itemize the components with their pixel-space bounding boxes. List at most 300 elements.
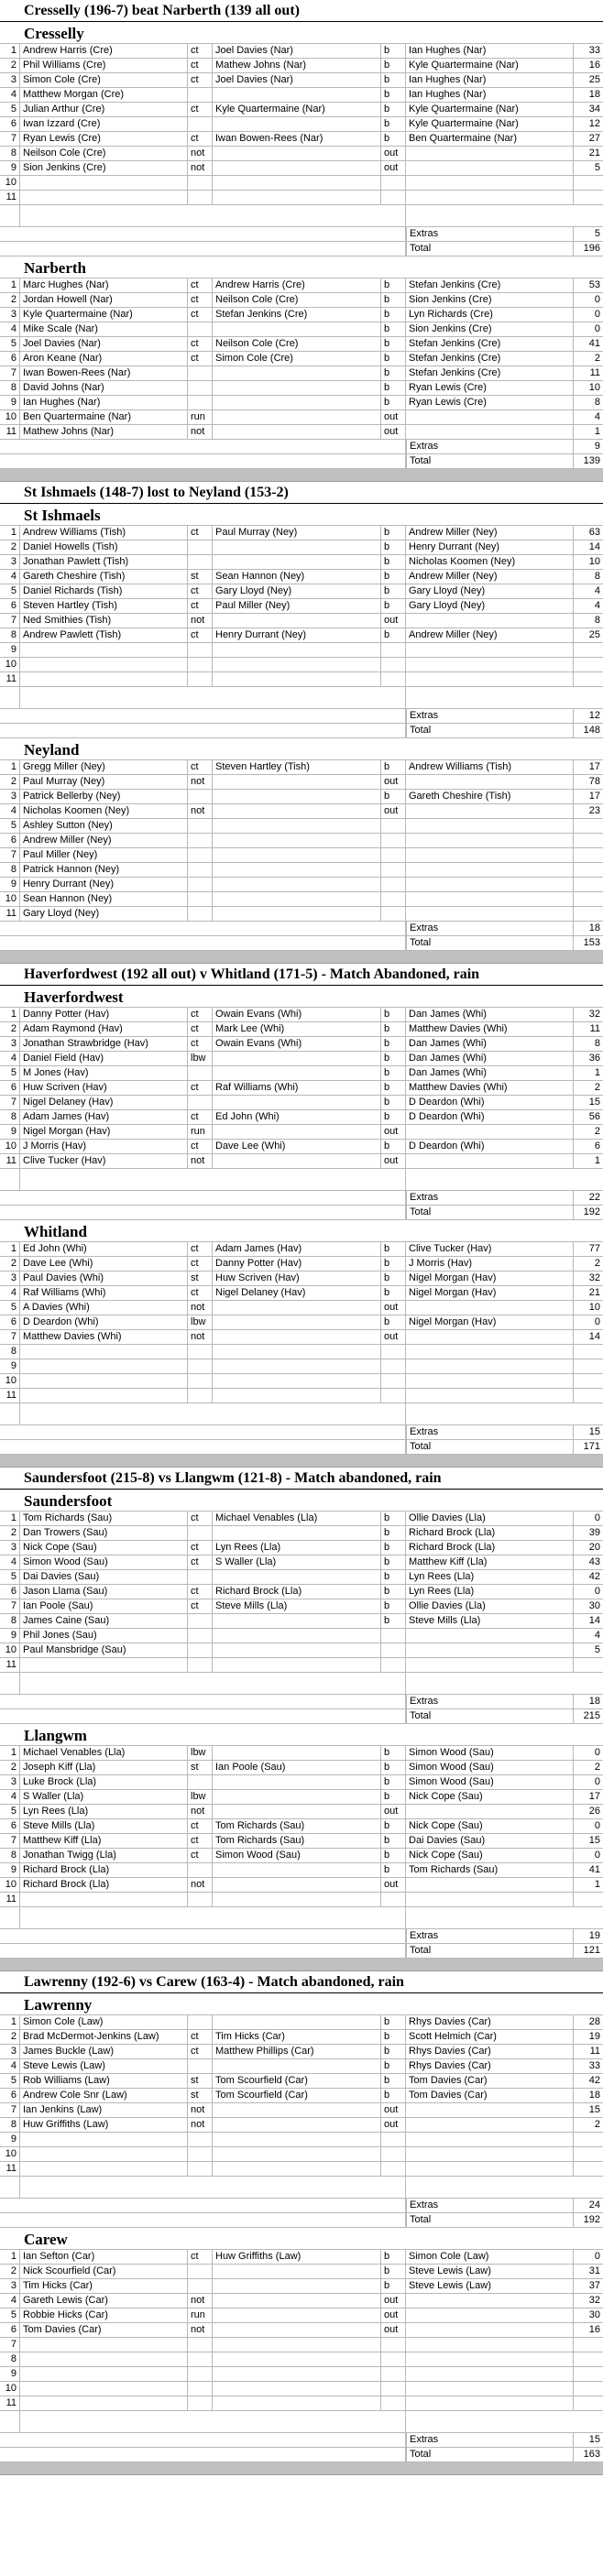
batsman-name[interactable]: Dave Lee (Whi) [20, 1257, 188, 1271]
bowler-name[interactable] [406, 2118, 574, 2132]
dismissal-type[interactable]: ct [188, 59, 213, 72]
runs-scored[interactable]: 33 [588, 2060, 600, 2071]
batsman-name[interactable] [20, 191, 188, 204]
fielder-name[interactable] [213, 2147, 381, 2161]
bowler-name[interactable] [406, 161, 574, 175]
runs-scored[interactable]: 33 [588, 45, 600, 56]
batting-position[interactable]: 9 [0, 161, 20, 175]
dismissal-type[interactable]: ct [188, 44, 213, 58]
batting-position[interactable]: 4 [0, 88, 20, 102]
blank-cell[interactable] [20, 2213, 406, 2227]
bowler-name[interactable] [406, 2382, 574, 2396]
dismissal-type[interactable]: st [188, 2074, 213, 2088]
bowled-marker[interactable]: out [381, 1805, 406, 1818]
batting-position[interactable]: 10 [0, 658, 20, 671]
batsman-name[interactable] [20, 2147, 188, 2161]
runs-scored[interactable]: 0 [594, 1820, 600, 1831]
runs-scored[interactable]: 2 [594, 1126, 600, 1137]
fielder-name[interactable] [213, 1746, 381, 1760]
batting-position[interactable]: 10 [0, 1643, 20, 1657]
dismissal-type[interactable] [188, 2338, 213, 2352]
fielder-name[interactable] [213, 1643, 381, 1657]
fielder-name[interactable] [213, 1345, 381, 1359]
fielder-name[interactable]: Dave Lee (Whi) [213, 1140, 381, 1153]
fielder-name[interactable]: Steven Hartley (Tish) [213, 760, 381, 774]
runs-scored[interactable]: 11 [589, 2046, 600, 2057]
total-value[interactable]: 171 [583, 1441, 600, 1452]
runs-scored[interactable]: 0 [594, 294, 600, 305]
bowler-name[interactable]: Rhys Davies (Car) [406, 2015, 574, 2029]
dismissal-type[interactable]: ct [188, 1599, 213, 1613]
bowler-name[interactable] [406, 2309, 574, 2322]
batsman-name[interactable]: Nicholas Koomen (Ney) [20, 804, 188, 818]
fielder-name[interactable]: Steve Mills (Lla) [213, 1599, 381, 1613]
batsman-name[interactable]: Kyle Quartermaine (Nar) [20, 308, 188, 322]
batsman-name[interactable]: Huw Scriven (Hav) [20, 1081, 188, 1095]
bowler-name[interactable] [406, 1878, 574, 1892]
bowler-name[interactable]: Tom Richards (Sau) [406, 1863, 574, 1877]
runs-scored[interactable]: 21 [588, 1287, 600, 1298]
bowler-name[interactable]: Simon Wood (Sau) [406, 1761, 574, 1774]
bowler-name[interactable]: Ian Hughes (Nar) [406, 73, 574, 87]
fielder-name[interactable] [213, 2103, 381, 2117]
fielder-name[interactable] [213, 366, 381, 380]
bowled-marker[interactable]: b [381, 1081, 406, 1095]
runs-scored[interactable]: 0 [594, 1850, 600, 1861]
bowled-marker[interactable]: b [381, 293, 406, 307]
bowler-name[interactable]: Ian Hughes (Nar) [406, 88, 574, 102]
bowler-name[interactable]: Tom Davies (Car) [406, 2074, 574, 2088]
dismissal-type[interactable] [188, 819, 213, 833]
batsman-name[interactable] [20, 1389, 188, 1403]
runs-scored[interactable]: 14 [588, 1615, 600, 1626]
dismissal-type[interactable]: lbw [188, 1315, 213, 1329]
bowler-name[interactable] [406, 2367, 574, 2381]
batting-position[interactable]: 6 [0, 2089, 20, 2102]
fielder-name[interactable]: Owain Evans (Whi) [213, 1008, 381, 1021]
batting-position[interactable]: 4 [0, 2294, 20, 2308]
dismissal-type[interactable] [188, 322, 213, 336]
batting-position[interactable]: 7 [0, 2338, 20, 2352]
dismissal-type[interactable]: not [188, 1878, 213, 1892]
bowled-marker[interactable]: out [381, 2103, 406, 2117]
batting-position[interactable]: 10 [0, 892, 20, 906]
blank-cell[interactable] [20, 1206, 406, 1219]
runs-scored[interactable] [574, 658, 603, 671]
dismissal-type[interactable]: lbw [188, 1746, 213, 1760]
bowled-marker[interactable] [381, 1629, 406, 1643]
dismissal-type[interactable]: ct [188, 1512, 213, 1525]
batting-position[interactable]: 11 [0, 425, 20, 439]
batting-position[interactable]: 2 [0, 1526, 20, 1540]
runs-scored[interactable]: 11 [589, 1023, 600, 1034]
fielder-name[interactable] [213, 1096, 381, 1109]
batting-position[interactable]: 4 [0, 322, 20, 336]
dismissal-type[interactable]: st [188, 570, 213, 584]
runs-scored[interactable]: 43 [588, 1556, 600, 1567]
fielder-name[interactable] [213, 2265, 381, 2278]
runs-scored[interactable]: 4 [594, 1630, 600, 1641]
dismissal-type[interactable] [188, 1629, 213, 1643]
batsman-name[interactable]: Patrick Bellerby (Ney) [20, 790, 188, 803]
runs-scored[interactable]: 5 [594, 1644, 600, 1655]
batsman-name[interactable]: Sion Jenkins (Cre) [20, 161, 188, 175]
blank-cell[interactable] [0, 709, 20, 723]
bowler-name[interactable]: Lyn Richards (Cre) [406, 308, 574, 322]
batting-position[interactable]: 3 [0, 2279, 20, 2293]
bowler-name[interactable]: Nick Cope (Sau) [406, 1819, 574, 1833]
dismissal-type[interactable]: not [188, 161, 213, 175]
batsman-name[interactable]: Andrew Harris (Cre) [20, 44, 188, 58]
batting-position[interactable]: 1 [0, 2250, 20, 2264]
dismissal-type[interactable]: st [188, 2089, 213, 2102]
dismissal-type[interactable] [188, 834, 213, 847]
batting-position[interactable]: 7 [0, 1599, 20, 1613]
batsman-name[interactable]: Matthew Morgan (Cre) [20, 88, 188, 102]
runs-scored[interactable]: 4 [594, 600, 600, 611]
bowler-name[interactable] [406, 819, 574, 833]
dismissal-type[interactable] [188, 2059, 213, 2073]
dismissal-type[interactable] [188, 176, 213, 190]
runs-scored[interactable]: 18 [588, 2090, 600, 2101]
batsman-name[interactable]: Neilson Cole (Cre) [20, 147, 188, 160]
batting-position[interactable]: 1 [0, 1242, 20, 1256]
extras-value[interactable]: 22 [588, 1192, 600, 1203]
dismissal-type[interactable]: run [188, 2309, 213, 2322]
fielder-name[interactable] [213, 658, 381, 671]
batsman-name[interactable]: Tim Hicks (Car) [20, 2279, 188, 2293]
bowler-name[interactable]: Kyle Quartermaine (Nar) [406, 59, 574, 72]
fielder-name[interactable]: Stefan Jenkins (Cre) [213, 308, 381, 322]
fielder-name[interactable]: Ian Poole (Sau) [213, 1761, 381, 1774]
fielder-name[interactable] [213, 2133, 381, 2146]
runs-scored[interactable] [574, 863, 603, 877]
fielder-name[interactable]: Simon Cole (Cre) [213, 352, 381, 366]
fielder-name[interactable] [213, 1125, 381, 1139]
batting-position[interactable]: 3 [0, 73, 20, 87]
dismissal-type[interactable]: ct [188, 352, 213, 366]
blank-cell[interactable] [0, 936, 20, 950]
bowled-marker[interactable] [381, 819, 406, 833]
runs-scored[interactable]: 10 [588, 382, 600, 393]
batting-position[interactable]: 4 [0, 1052, 20, 1065]
bowler-name[interactable] [406, 1330, 574, 1344]
batsman-name[interactable] [20, 2367, 188, 2381]
batting-position[interactable]: 2 [0, 1257, 20, 1271]
total-value[interactable]: 139 [583, 455, 600, 466]
batsman-name[interactable] [20, 1893, 188, 1906]
blank-cell[interactable] [20, 709, 406, 723]
dismissal-type[interactable]: ct [188, 2030, 213, 2044]
runs-scored[interactable] [574, 2367, 603, 2381]
bowler-name[interactable] [406, 410, 574, 424]
blank-cell[interactable] [0, 1907, 20, 1928]
dismissal-type[interactable]: not [188, 2103, 213, 2117]
bowler-name[interactable]: Steve Lewis (Law) [406, 2265, 574, 2278]
bowler-name[interactable]: D Deardon (Whi) [406, 1110, 574, 1124]
fielder-name[interactable]: Gary Lloyd (Ney) [213, 584, 381, 598]
fielder-name[interactable] [213, 191, 381, 204]
dismissal-type[interactable] [188, 191, 213, 204]
bowler-name[interactable]: Andrew Williams (Tish) [406, 760, 574, 774]
dismissal-type[interactable] [188, 1570, 213, 1584]
blank-cell[interactable] [20, 2448, 406, 2461]
fielder-name[interactable] [213, 2059, 381, 2073]
bowled-marker[interactable]: b [381, 308, 406, 322]
runs-scored[interactable]: 2 [594, 1762, 600, 1773]
blank-cell[interactable] [0, 227, 20, 241]
batting-position[interactable]: 11 [0, 672, 20, 686]
fielder-name[interactable]: Michael Venables (Lla) [213, 1512, 381, 1525]
fielder-name[interactable] [213, 1154, 381, 1168]
dismissal-type[interactable] [188, 1345, 213, 1359]
fielder-name[interactable]: Lyn Rees (Lla) [213, 1541, 381, 1555]
fielder-name[interactable] [213, 1878, 381, 1892]
batting-position[interactable]: 2 [0, 2030, 20, 2044]
batting-position[interactable]: 1 [0, 44, 20, 58]
fielder-name[interactable] [213, 2367, 381, 2381]
batsman-name[interactable]: M Jones (Hav) [20, 1066, 188, 1080]
bowled-marker[interactable]: b [381, 760, 406, 774]
runs-scored[interactable]: 25 [588, 629, 600, 640]
dismissal-type[interactable]: st [188, 1272, 213, 1285]
runs-scored[interactable]: 11 [589, 367, 600, 378]
fielder-name[interactable]: Tim Hicks (Car) [213, 2030, 381, 2044]
batting-position[interactable]: 6 [0, 1315, 20, 1329]
batsman-name[interactable]: James Caine (Sau) [20, 1614, 188, 1628]
bowler-name[interactable]: Gary Lloyd (Ney) [406, 599, 574, 613]
runs-scored[interactable]: 0 [594, 309, 600, 320]
dismissal-type[interactable]: ct [188, 293, 213, 307]
batsman-name[interactable]: Ben Quartermaine (Nar) [20, 410, 188, 424]
dismissal-type[interactable]: ct [188, 1834, 213, 1848]
bowled-marker[interactable] [381, 2162, 406, 2176]
bowled-marker[interactable]: b [381, 381, 406, 395]
blank-cell[interactable] [20, 2199, 406, 2212]
bowler-name[interactable]: Matthew Davies (Whi) [406, 1022, 574, 1036]
bowler-name[interactable] [406, 863, 574, 877]
batting-position[interactable]: 10 [0, 2147, 20, 2161]
dismissal-type[interactable]: ct [188, 132, 213, 146]
bowled-marker[interactable] [381, 863, 406, 877]
batsman-name[interactable]: Mike Scale (Nar) [20, 322, 188, 336]
fielder-name[interactable] [213, 1301, 381, 1315]
bowled-marker[interactable]: b [381, 1110, 406, 1124]
bowled-marker[interactable] [381, 658, 406, 671]
blank-cell[interactable] [20, 242, 406, 256]
dismissal-type[interactable] [188, 381, 213, 395]
batting-position[interactable]: 5 [0, 819, 20, 833]
batsman-name[interactable]: Nigel Delaney (Hav) [20, 1096, 188, 1109]
dismissal-type[interactable]: ct [188, 337, 213, 351]
bowled-marker[interactable]: b [381, 1775, 406, 1789]
extras-value[interactable]: 18 [588, 922, 600, 933]
extras-value[interactable]: 15 [588, 2434, 600, 2445]
batsman-name[interactable]: D Deardon (Whi) [20, 1315, 188, 1329]
dismissal-type[interactable] [188, 1389, 213, 1403]
batsman-name[interactable]: Nick Cope (Sau) [20, 1541, 188, 1555]
bowler-name[interactable] [406, 1374, 574, 1388]
blank-cell[interactable] [0, 1944, 20, 1958]
bowler-name[interactable]: Lyn Rees (Lla) [406, 1585, 574, 1599]
dismissal-type[interactable] [188, 2162, 213, 2176]
fielder-name[interactable]: Simon Wood (Sau) [213, 1849, 381, 1862]
bowled-marker[interactable]: out [381, 1330, 406, 1344]
bowler-name[interactable] [406, 1345, 574, 1359]
dismissal-type[interactable]: not [188, 2118, 213, 2132]
bowler-name[interactable]: Ryan Lewis (Cre) [406, 381, 574, 395]
bowler-name[interactable]: Andrew Miller (Ney) [406, 526, 574, 540]
dismissal-type[interactable]: ct [188, 2045, 213, 2058]
total-value[interactable]: 153 [583, 937, 600, 948]
batting-position[interactable]: 11 [0, 1893, 20, 1906]
batting-position[interactable]: 9 [0, 2133, 20, 2146]
dismissal-type[interactable] [188, 1863, 213, 1877]
batsman-name[interactable] [20, 2352, 188, 2366]
dismissal-type[interactable]: ct [188, 1286, 213, 1300]
dismissal-type[interactable] [188, 1614, 213, 1628]
runs-scored[interactable]: 17 [588, 791, 600, 802]
dismissal-type[interactable]: ct [188, 1242, 213, 1256]
bowler-name[interactable]: Steve Mills (Lla) [406, 1614, 574, 1628]
blank-cell[interactable] [20, 2411, 406, 2432]
fielder-name[interactable]: Joel Davies (Nar) [213, 44, 381, 58]
bowled-marker[interactable] [381, 834, 406, 847]
bowled-marker[interactable]: b [381, 1526, 406, 1540]
batting-position[interactable]: 6 [0, 1585, 20, 1599]
batting-position[interactable]: 6 [0, 1819, 20, 1833]
blank-cell[interactable] [0, 454, 20, 468]
batsman-name[interactable] [20, 2338, 188, 2352]
fielder-name[interactable] [213, 1658, 381, 1672]
fielder-name[interactable]: Henry Durrant (Ney) [213, 628, 381, 642]
fielder-name[interactable] [213, 863, 381, 877]
fielder-name[interactable] [213, 1359, 381, 1373]
batsman-name[interactable]: Gareth Lewis (Car) [20, 2294, 188, 2308]
batting-position[interactable]: 10 [0, 1374, 20, 1388]
blank-cell[interactable] [20, 1929, 406, 1943]
bowled-marker[interactable] [381, 2352, 406, 2366]
bowler-name[interactable] [406, 1154, 574, 1168]
batting-position[interactable]: 9 [0, 643, 20, 657]
batting-position[interactable]: 4 [0, 804, 20, 818]
runs-scored[interactable]: 41 [588, 1864, 600, 1875]
batsman-name[interactable]: Huw Griffiths (Law) [20, 2118, 188, 2132]
dismissal-type[interactable] [188, 2396, 213, 2410]
runs-scored[interactable]: 30 [588, 2309, 600, 2320]
dismissal-type[interactable] [188, 1658, 213, 1672]
blank-cell[interactable] [0, 242, 20, 256]
bowled-marker[interactable]: b [381, 103, 406, 116]
bowler-name[interactable]: Ben Quartermaine (Nar) [406, 132, 574, 146]
blank-cell[interactable] [20, 2433, 406, 2447]
bowled-marker[interactable]: out [381, 1878, 406, 1892]
batting-position[interactable]: 1 [0, 760, 20, 774]
runs-scored[interactable] [574, 2133, 603, 2146]
batsman-name[interactable]: James Buckle (Law) [20, 2045, 188, 2058]
bowled-marker[interactable]: b [381, 322, 406, 336]
bowled-marker[interactable] [381, 2382, 406, 2396]
runs-scored[interactable] [574, 2162, 603, 2176]
extras-value[interactable]: 18 [588, 1696, 600, 1707]
fielder-name[interactable] [213, 1629, 381, 1643]
blank-cell[interactable] [0, 2433, 20, 2447]
bowled-marker[interactable]: b [381, 73, 406, 87]
batsman-name[interactable]: Daniel Richards (Tish) [20, 584, 188, 598]
fielder-name[interactable] [213, 2396, 381, 2410]
runs-scored[interactable]: 31 [588, 2265, 600, 2276]
bowler-name[interactable] [406, 2294, 574, 2308]
bowled-marker[interactable]: out [381, 1154, 406, 1168]
runs-scored[interactable]: 17 [588, 761, 600, 772]
bowled-marker[interactable]: b [381, 1286, 406, 1300]
dismissal-type[interactable] [188, 2133, 213, 2146]
bowler-name[interactable] [406, 907, 574, 921]
runs-scored[interactable]: 0 [594, 1776, 600, 1787]
batting-position[interactable]: 6 [0, 2323, 20, 2337]
fielder-name[interactable] [213, 396, 381, 409]
dismissal-type[interactable]: run [188, 1125, 213, 1139]
batting-position[interactable]: 2 [0, 775, 20, 789]
batsman-name[interactable]: Joel Davies (Nar) [20, 337, 188, 351]
bowler-name[interactable] [406, 1805, 574, 1818]
runs-scored[interactable]: 63 [588, 527, 600, 538]
fielder-name[interactable] [213, 775, 381, 789]
runs-scored[interactable] [574, 834, 603, 847]
batting-position[interactable]: 7 [0, 1330, 20, 1344]
runs-scored[interactable]: 32 [588, 1009, 600, 1020]
bowler-name[interactable] [406, 775, 574, 789]
bowled-marker[interactable]: b [381, 1022, 406, 1036]
batsman-name[interactable]: Robbie Hicks (Car) [20, 2309, 188, 2322]
batting-position[interactable]: 5 [0, 1570, 20, 1584]
fielder-name[interactable]: Paul Murray (Ney) [213, 526, 381, 540]
batting-position[interactable]: 4 [0, 1790, 20, 1804]
bowler-name[interactable] [406, 1643, 574, 1657]
blank-cell[interactable] [20, 687, 406, 708]
batsman-name[interactable]: Ryan Lewis (Cre) [20, 132, 188, 146]
batting-position[interactable]: 2 [0, 59, 20, 72]
dismissal-type[interactable] [188, 643, 213, 657]
fielder-name[interactable]: Danny Potter (Hav) [213, 1257, 381, 1271]
bowled-marker[interactable]: b [381, 1066, 406, 1080]
batting-position[interactable]: 10 [0, 176, 20, 190]
runs-scored[interactable]: 2 [594, 1082, 600, 1093]
runs-scored[interactable]: 28 [588, 2016, 600, 2027]
dismissal-type[interactable] [188, 2382, 213, 2396]
fielder-name[interactable] [213, 1315, 381, 1329]
bowler-name[interactable]: Ollie Davies (Lla) [406, 1512, 574, 1525]
bowled-marker[interactable]: b [381, 366, 406, 380]
dismissal-type[interactable] [188, 658, 213, 671]
dismissal-type[interactable]: ct [188, 1140, 213, 1153]
fielder-name[interactable]: Owain Evans (Whi) [213, 1037, 381, 1051]
fielder-name[interactable]: Ed John (Whi) [213, 1110, 381, 1124]
bowler-name[interactable] [406, 2162, 574, 2176]
runs-scored[interactable]: 8 [594, 397, 600, 408]
dismissal-type[interactable] [188, 2265, 213, 2278]
fielder-name[interactable] [213, 892, 381, 906]
batsman-name[interactable]: J Morris (Hav) [20, 1140, 188, 1153]
runs-scored[interactable] [574, 1658, 603, 1672]
batsman-name[interactable] [20, 2162, 188, 2176]
dismissal-type[interactable] [188, 1096, 213, 1109]
batsman-name[interactable] [20, 2382, 188, 2396]
runs-scored[interactable]: 42 [588, 1571, 600, 1582]
bowled-marker[interactable]: b [381, 1257, 406, 1271]
batting-position[interactable]: 5 [0, 2074, 20, 2088]
runs-scored[interactable]: 0 [594, 1316, 600, 1327]
